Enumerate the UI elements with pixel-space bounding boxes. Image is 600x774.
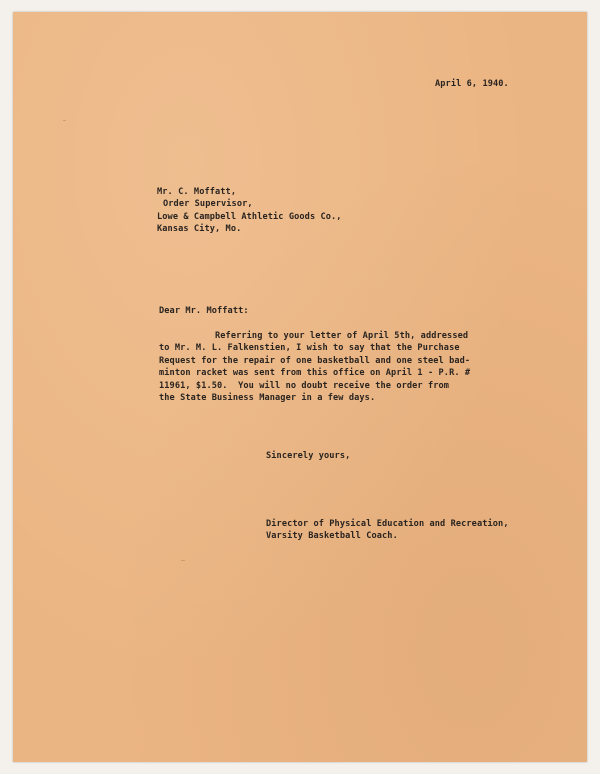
body-line: the State Business Manager in a few days. (159, 393, 376, 404)
body-line: 11961, $1.50. You will no doubt receive the order from (159, 380, 450, 391)
closing: Sincerely yours, (266, 451, 351, 461)
recipient-address (157, 186, 342, 236)
signature-title: Director of Physical Education and Recreation, (266, 519, 509, 529)
letter-body (159, 330, 470, 404)
body-line: to Mr. M. L. Falkenstien, I wish to say that the Purchase (159, 343, 460, 354)
paper-blemish (63, 120, 66, 121)
salutation: Dear Mr. Moffatt: (159, 306, 249, 316)
signature-title: Varsity Basketball Coach. (266, 531, 398, 542)
body-line: Referring to your letter of April 5th, addressed (215, 331, 469, 341)
paper-blemish (181, 560, 185, 561)
recipient-name: Mr. C. Moffatt, (157, 187, 237, 197)
body-line: minton racket was sent from this office on April 1 - P.R. # (159, 368, 471, 379)
body-line: Request for the repair of one basketball and one steel bad- (159, 355, 471, 366)
recipient-city: Kansas City, Mo. (157, 224, 242, 235)
signature-block (266, 518, 509, 543)
letter-date: April 6, 1940. (435, 79, 509, 89)
recipient-company: Lowe & Campbell Athletic Goods Co., (157, 211, 342, 222)
letter-sheet (13, 12, 587, 762)
recipient-title: Order Supervisor, (163, 199, 253, 210)
